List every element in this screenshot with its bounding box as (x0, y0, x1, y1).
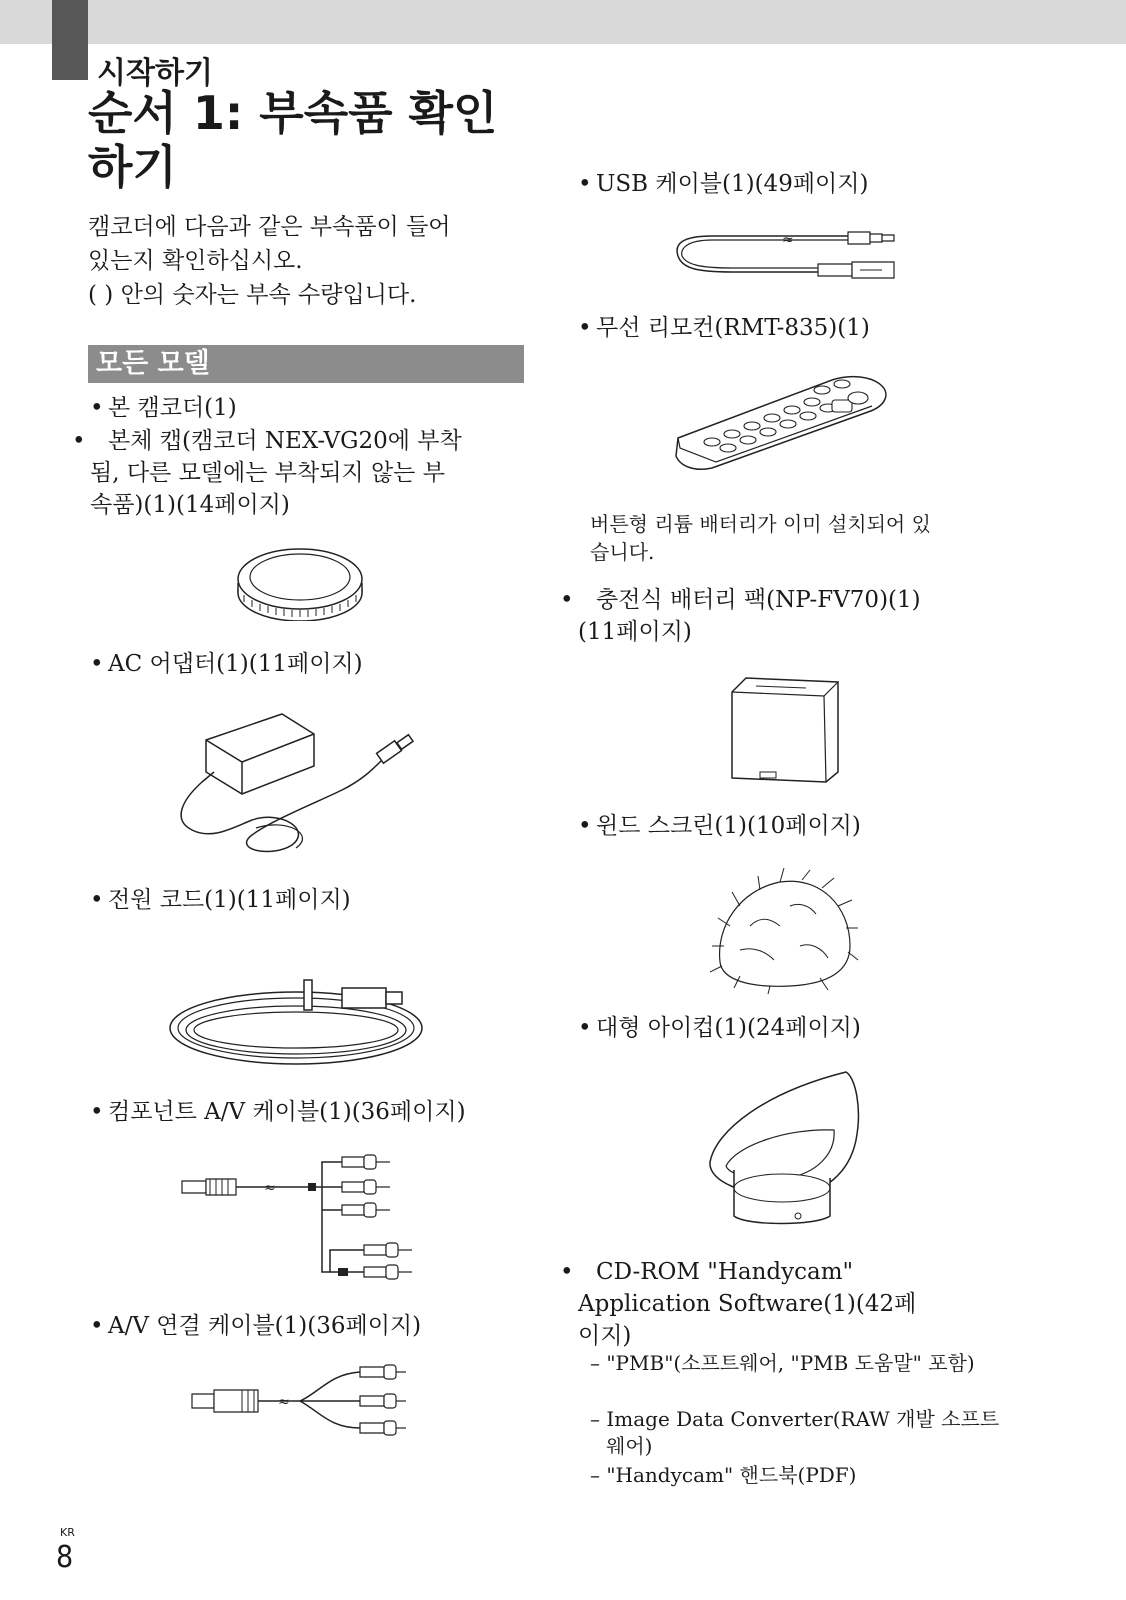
title-line: 하기 (88, 140, 177, 194)
intro-line: 캠코더에 다음과 같은 부속품이 들어 (88, 214, 451, 240)
intro-line: ( ) 안의 숫자는 부속 수량입니다. (88, 282, 417, 308)
svg-text:≈: ≈ (278, 1394, 290, 1410)
sub-item: – "PMB"(소프트웨어, "PMB 도움말" 포함) (590, 1351, 975, 1375)
language-label: KR (60, 1526, 75, 1539)
svg-text:≈: ≈ (782, 232, 794, 248)
svg-text:≈: ≈ (264, 1180, 276, 1196)
intro-line: 있는지 확인하십시오. (88, 248, 303, 274)
list-item: • 전원 코드(1)(11페이지) (90, 887, 351, 913)
component-av-cable-image (180, 1148, 420, 1288)
chapter-tab (52, 0, 88, 80)
list-item: • A/V 연결 케이블(1)(36페이지) (90, 1313, 422, 1339)
page-number: 8 (56, 1540, 74, 1575)
intro-text (88, 210, 518, 312)
usb-cable-image (672, 222, 902, 288)
list-item: • 충전식 배터리 팩(NP-FV70)(1) (11페이지) (560, 587, 921, 645)
list-item: • 무선 리모컨(RMT-835)(1) (578, 315, 870, 341)
av-cable-image (190, 1362, 410, 1438)
remote-note (590, 510, 990, 566)
page-title (88, 86, 528, 194)
header-bar (0, 0, 1126, 44)
list-item: • 본체 캡(캠코더 NEX-VG20에 부착 됨, 다른 모델에는 부착되지 않는 부 속품)(1)(14페이지) (72, 428, 462, 518)
list-item: • 윈드 스크린(1)(10페이지) (578, 813, 861, 839)
models-heading: 모든 모델 (88, 345, 524, 383)
list-item: • 대형 아이컵(1)(24페이지) (578, 1015, 861, 1041)
title-line: 순서 1: 부속품 확인 (88, 86, 498, 140)
wind-screen-image (710, 866, 860, 996)
list-item: • USB 케이블(1)(49페이지) (578, 171, 869, 197)
remote-control-image (672, 372, 894, 472)
sub-item: – Image Data Converter(RAW 개발 소프트웨어) (590, 1407, 1000, 1458)
eyecup-image (706, 1070, 866, 1230)
sub-item: – "Handycam" 핸드북(PDF) (590, 1463, 857, 1487)
body-cap-image (234, 543, 366, 621)
ac-adaptor-image (172, 710, 422, 860)
section-label: 시작하기 (97, 56, 213, 91)
list-item: • AC 어댑터(1)(11페이지) (90, 651, 363, 677)
list-item: • 본 캠코더(1) (90, 395, 237, 421)
list-item: • CD-ROM "Handycam" Application Software(1)(42페 이지) (560, 1259, 917, 1349)
note-line: 버튼형 리튬 배터리가 이미 설치되어 있 (590, 512, 931, 536)
power-cord-image (164, 970, 436, 1074)
battery-pack-image (726, 672, 846, 784)
list-item: • 컴포넌트 A/V 케이블(1)(36페이지) (90, 1099, 466, 1125)
note-line: 습니다. (590, 540, 655, 564)
